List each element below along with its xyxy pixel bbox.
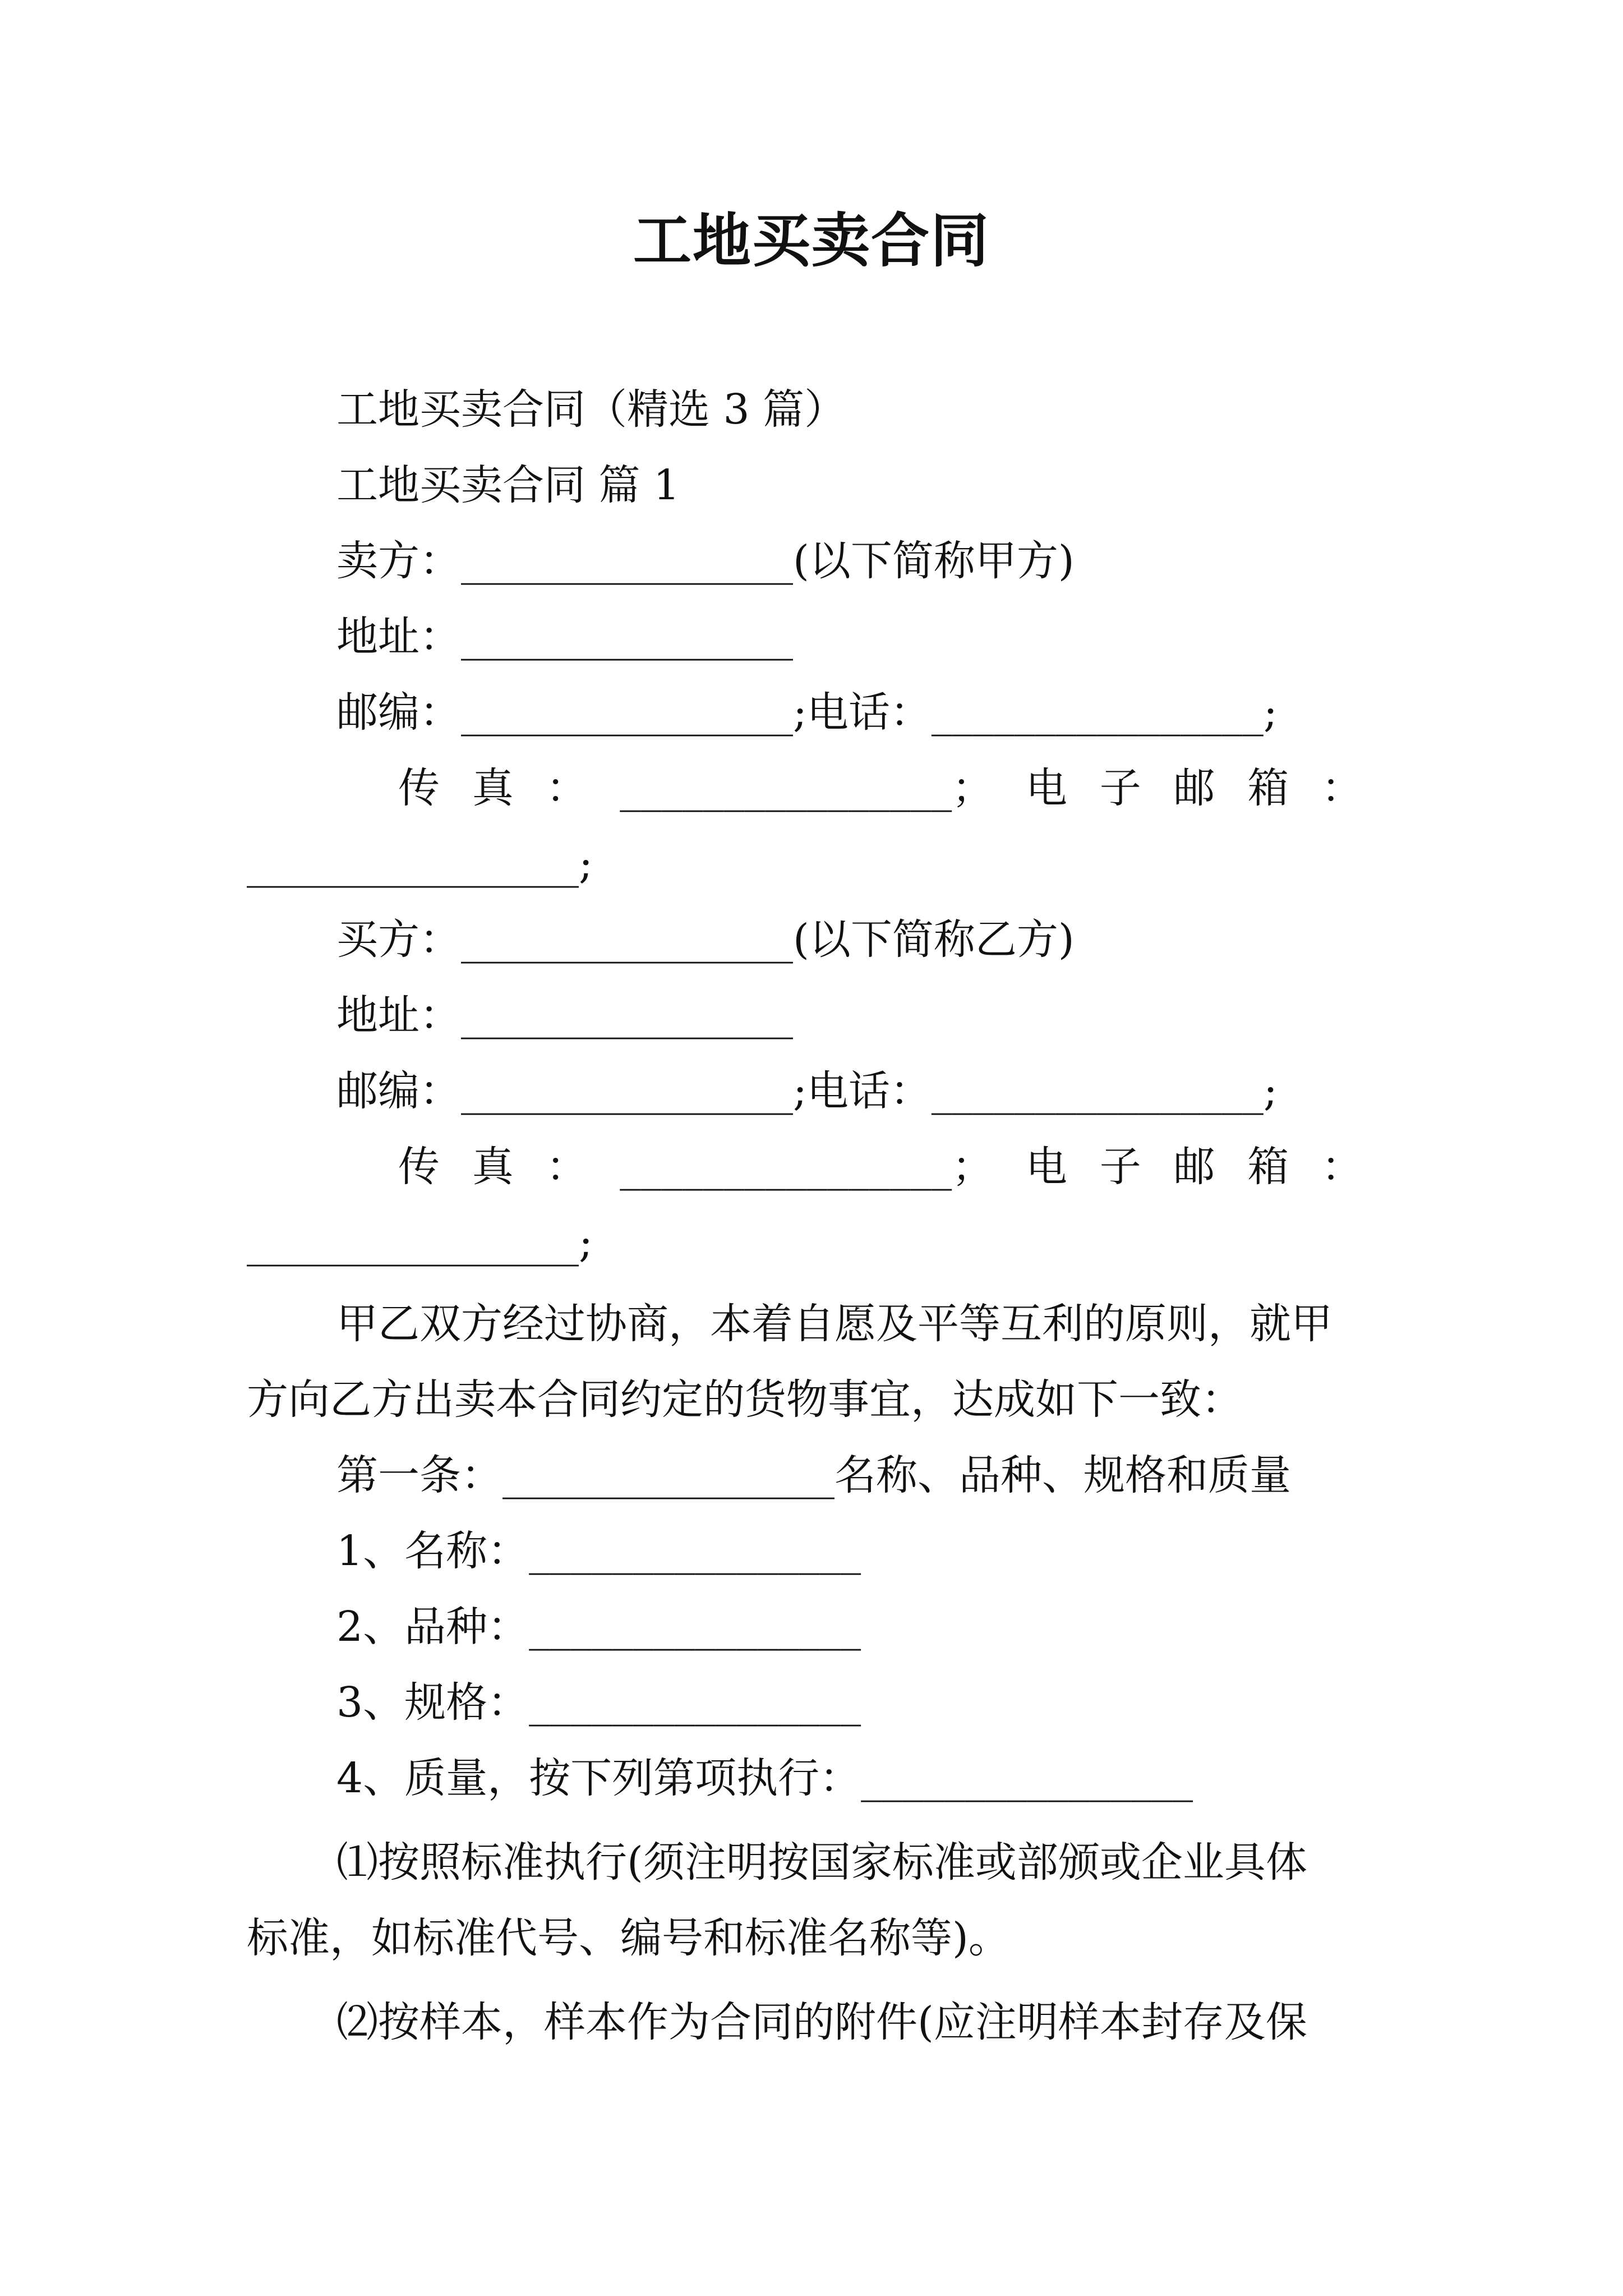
text-char: ： xyxy=(546,1143,588,1191)
buyer-line: 买方：________________(以下简称乙方) xyxy=(336,915,1075,964)
text-char: 真 xyxy=(472,764,514,812)
quality-option-line: ⑴按照标准执行(须注明按国家标准或部颁或企业具体 xyxy=(336,1838,1307,1887)
article-heading: 第一条：________________名称、品种、规格和质量 xyxy=(336,1451,1291,1499)
text-char: 箱 xyxy=(1247,764,1289,812)
document-subtitle: 工地买卖合同（精选 3 篇） xyxy=(336,385,846,434)
text-char: 传 xyxy=(398,764,440,812)
section-heading: 工地买卖合同 篇 1 xyxy=(336,461,680,509)
buyer-email-continued: ________________; xyxy=(247,1218,593,1267)
quality-option-line: 标准，如标准代号、编号和标准名称等)。 xyxy=(247,1914,1010,1962)
list-item: 1、名称：________________ xyxy=(336,1527,861,1575)
buyer-postcode-phone-line: 邮编：________________;电话：________________; xyxy=(336,1067,1278,1115)
text-char: ： xyxy=(1321,764,1363,812)
seller-line: 卖方：________________(以下简称甲方) xyxy=(336,537,1075,585)
document-title: 工地买卖合同 xyxy=(633,206,990,275)
text-char: 电 xyxy=(1026,764,1067,812)
text-char: ________________； xyxy=(620,1143,994,1191)
list-item: 3、规格：________________ xyxy=(336,1678,861,1727)
text-char: 电 xyxy=(1026,1143,1067,1191)
buyer-address-line: 地址：________________ xyxy=(336,991,793,1039)
text-char: ： xyxy=(546,764,588,812)
list-item: 4、质量，按下列第项执行：________________ xyxy=(336,1754,1193,1802)
intro-paragraph-line: 方向乙方出卖本合同约定的货物事宜，达成如下一致： xyxy=(247,1375,1243,1424)
text-char: 邮 xyxy=(1173,1143,1215,1191)
text-char: 真 xyxy=(472,1143,514,1191)
seller-postcode-phone-line: 邮编：________________;电话：________________; xyxy=(336,688,1278,737)
intro-paragraph-line: 甲乙双方经过协商，本着自愿及平等互利的原则，就甲 xyxy=(336,1300,1332,1348)
text-char: ________________； xyxy=(620,764,994,812)
text-char: 子 xyxy=(1099,1143,1141,1191)
quality-option-line: ⑵按样本，样本作为合同的附件(应注明样本封存及保 xyxy=(336,1998,1307,2046)
text-char: 邮 xyxy=(1173,764,1215,812)
seller-address-line: 地址：________________ xyxy=(336,613,793,661)
seller-fax-email-line xyxy=(398,760,1363,816)
text-char: ： xyxy=(1321,1143,1363,1191)
buyer-fax-email-line xyxy=(398,1139,1363,1195)
seller-email-continued: ________________; xyxy=(247,840,593,888)
text-char: 传 xyxy=(398,1143,440,1191)
text-char: 箱 xyxy=(1247,1143,1289,1191)
list-item: 2、品种：________________ xyxy=(336,1603,861,1651)
text-char: 子 xyxy=(1099,764,1141,812)
